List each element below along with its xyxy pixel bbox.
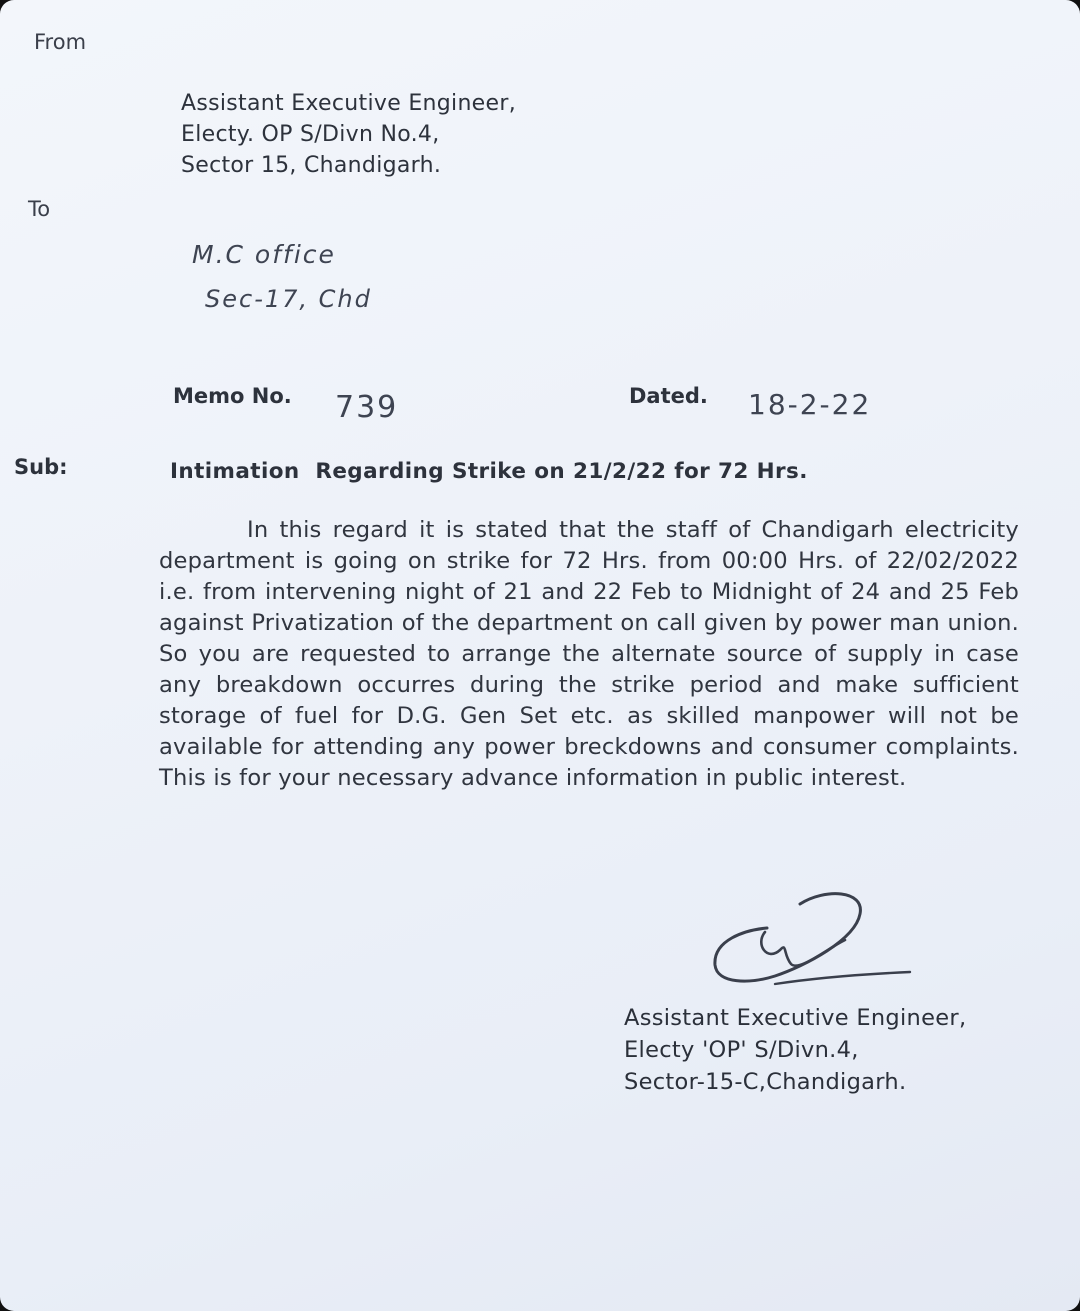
sender-address-line: Sector 15, Chandigarh. bbox=[181, 153, 442, 178]
sender-address-line: Electy. OP S/Divn No.4, bbox=[181, 122, 440, 147]
subject-text: Intimation Regarding Strike on 21/2/22 for 72 Hrs. bbox=[170, 459, 808, 484]
subject-label: Sub: bbox=[14, 455, 68, 479]
memo-number-handwritten: 739 bbox=[335, 390, 399, 425]
memo-body-text: In this regard it is stated that the staff of Chandigarh electricity department is going on strike for 72 Hrs. from 00:00 Hrs. of 22/02/2022 i.e. from intervening night of 21 and 22 Feb to Midnight of 24 and 25 Feb against Privatization of the department on call given by power man union. So you are requested to arrange the alternate source of supply in case any breakdown occurres during the strike period and make sufficient storage of fuel for D.G. Gen Set etc. as skilled manpower will not be available for attending any power breckdowns and consumer complaints. This is for your necessary advance information in public interest. bbox=[159, 517, 1019, 791]
signatory-line: Electy 'OP' S/Divn.4, bbox=[624, 1037, 859, 1063]
signature-mark bbox=[705, 880, 925, 1010]
signatory-line: Sector-15-C,Chandigarh. bbox=[624, 1069, 907, 1095]
recipient-line-handwritten: M.C office bbox=[192, 240, 336, 269]
dated-label: Dated. bbox=[629, 384, 708, 408]
memo-label: Memo No. bbox=[173, 384, 292, 408]
sender-address bbox=[181, 88, 516, 181]
date-handwritten: 18-2-22 bbox=[748, 388, 872, 421]
from-label: From bbox=[34, 30, 87, 54]
memo-body bbox=[159, 515, 1019, 794]
to-label: To bbox=[28, 197, 51, 221]
recipient-line-handwritten: Sec-17, Chd bbox=[205, 285, 372, 313]
sender-address-line: Assistant Executive Engineer, bbox=[181, 91, 516, 116]
signatory-line: Assistant Executive Engineer, bbox=[624, 1005, 967, 1031]
signatory-block bbox=[624, 1002, 966, 1098]
